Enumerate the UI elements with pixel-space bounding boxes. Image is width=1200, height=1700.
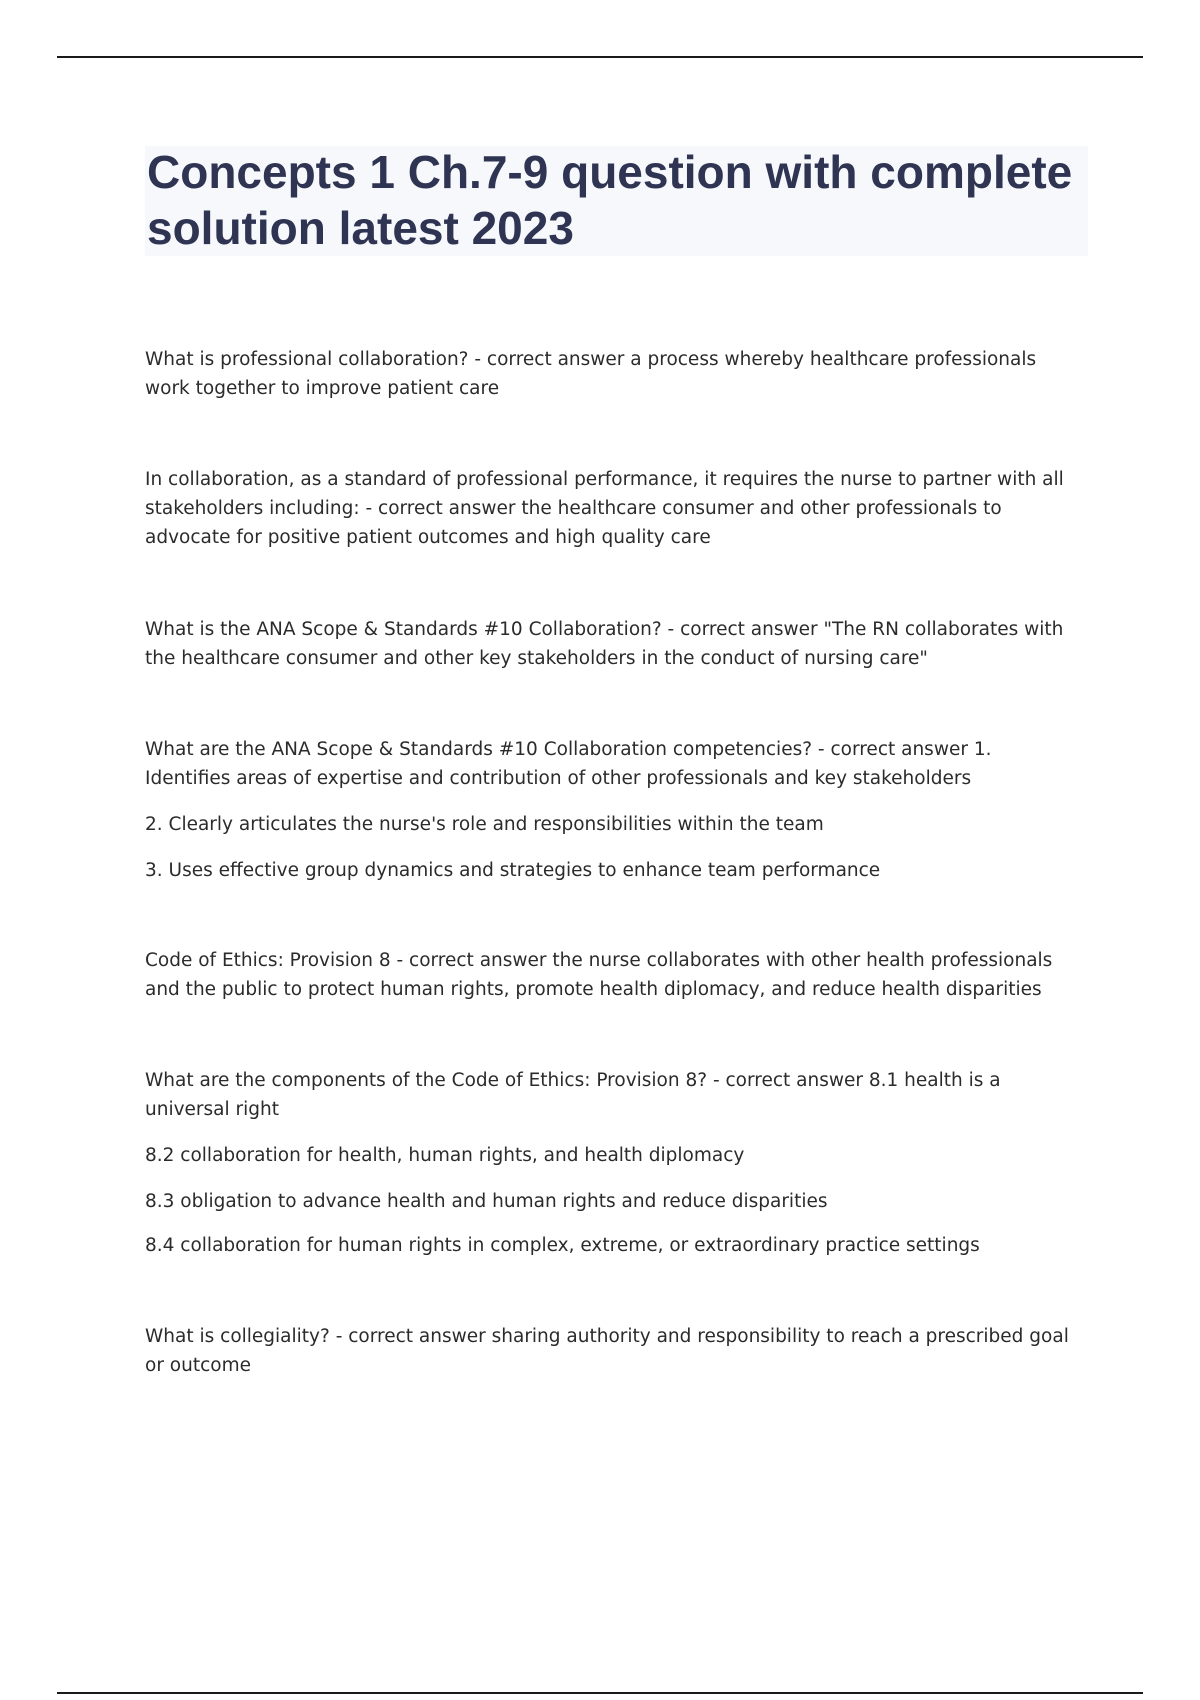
qa-entry-7: What is collegiality? - correct answer sharing authority and responsibility to reach a prescribed goal or outcome: [145, 1326, 1069, 1376]
qa-entry-2: In collaboration, as a standard of professional performance, it requires the nurse to partner with all stakeholders including: - correct answer the healthcare consumer and other professionals to advocate for positive patient outcomes and high quality care: [145, 469, 1064, 548]
top-divider: [57, 56, 1143, 58]
bottom-divider: [57, 1692, 1143, 1694]
qa-entry-4: What are the ANA Scope & Standards #10 Collaboration competencies? - correct answer 1. Identifies areas of expertise and contribution of other professionals and key stakeholders: [145, 739, 992, 789]
qa-entry-4-item-2: 2. Clearly articulates the nurse's role and responsibilities within the team: [145, 814, 824, 835]
qa-entry-6-item-2: 8.2 collaboration for health, human rights, and health diplomacy: [145, 1145, 745, 1166]
qa-entry-4-item-3: 3. Uses effective group dynamics and strategies to enhance team performance: [145, 860, 881, 881]
qa-entry-3: What is the ANA Scope & Standards #10 Collaboration? - correct answer "The RN collaborates with the healthcare consumer and other key stakeholders in the conduct of nursing care": [145, 619, 1064, 669]
qa-entry-5: Code of Ethics: Provision 8 - correct answer the nurse collaborates with other health professionals and the public to protect human rights, promote health diplomacy, and reduce health disparities: [145, 950, 1053, 1000]
qa-entry-1: What is professional collaboration? - correct answer a process whereby healthcare professionals work together to improve patient care: [145, 349, 1037, 399]
qa-entry-6: What are the components of the Code of Ethics: Provision 8? - correct answer 8.1 health is a universal right: [145, 1070, 1001, 1120]
qa-entry-6-item-3: 8.3 obligation to advance health and human rights and reduce disparities: [145, 1191, 828, 1212]
qa-entry-6-item-4: 8.4 collaboration for human rights in complex, extreme, or extraordinary practice settings: [145, 1235, 980, 1256]
document-title: Concepts 1 Ch.7-9 question with complete solution latest 2023: [147, 146, 1073, 254]
